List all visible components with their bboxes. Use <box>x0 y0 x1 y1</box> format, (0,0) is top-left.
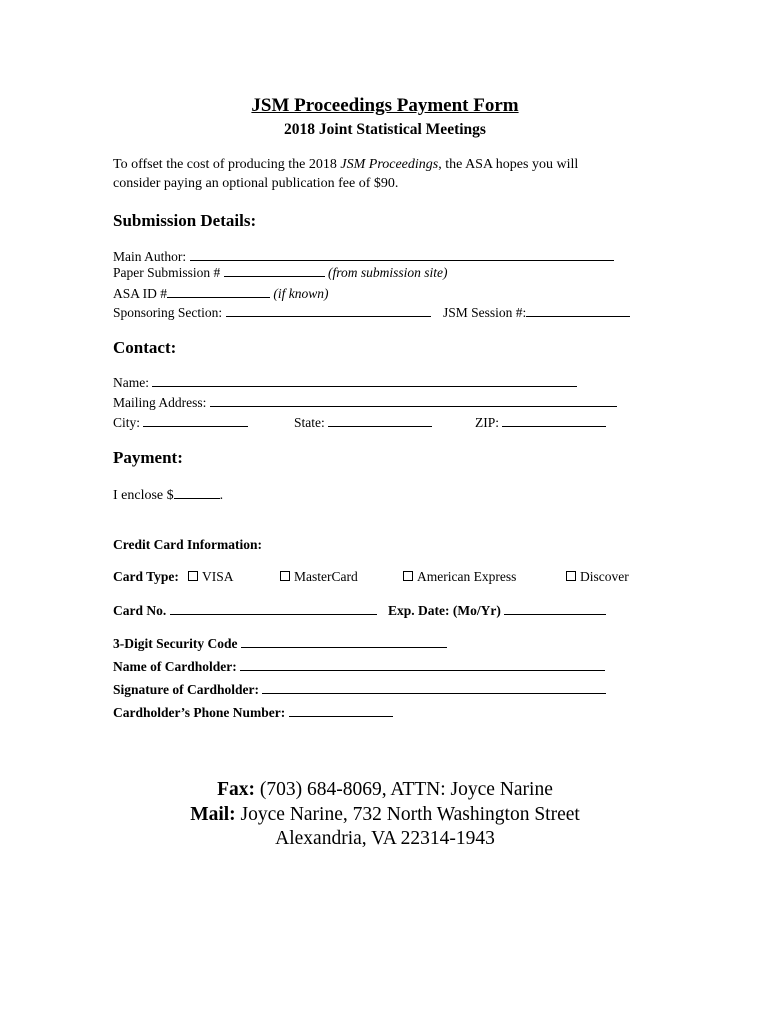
sponsoring-section-row <box>113 304 431 321</box>
intro-text: To offset the cost of producing the 2018 <box>113 157 341 172</box>
state-label: State: <box>294 415 329 430</box>
session-field[interactable] <box>526 304 630 317</box>
main-author-row <box>113 248 614 265</box>
enclose-end: . <box>219 488 224 503</box>
security-code-label: 3-Digit Security Code <box>113 636 241 651</box>
asa-id-field[interactable] <box>167 285 270 298</box>
exp-date-field[interactable] <box>504 602 606 615</box>
signature-label: Signature of Cardholder: <box>113 682 263 697</box>
city-field[interactable] <box>143 414 248 427</box>
name-row <box>113 374 577 391</box>
exp-date-row <box>388 602 606 619</box>
signature-row <box>113 681 606 698</box>
amex-checkbox[interactable] <box>403 571 413 581</box>
main-author-label: Main Author: <box>113 249 190 264</box>
security-code-field[interactable] <box>241 635 447 648</box>
card-type-amex[interactable] <box>403 569 516 585</box>
card-number-row <box>113 602 377 619</box>
sponsoring-section-label: Sponsoring Section: <box>113 305 226 320</box>
discover-checkbox[interactable] <box>566 571 576 581</box>
card-type-label: Card Type: <box>113 569 179 584</box>
main-author-field[interactable] <box>190 248 614 261</box>
session-row <box>443 304 630 321</box>
paper-submission-row <box>113 264 448 281</box>
signature-field[interactable] <box>262 681 606 694</box>
city-row <box>113 414 248 431</box>
asa-id-note: (if known) <box>273 286 329 301</box>
fax-text: (703) 684-8069, ATTN: Joyce Narine <box>255 779 553 800</box>
intro-line-1 <box>113 157 578 173</box>
enclose-amount-field[interactable] <box>174 486 220 499</box>
fax-line <box>0 779 770 801</box>
phone-field[interactable] <box>289 704 393 717</box>
zip-field[interactable] <box>502 414 606 427</box>
contact-heading: Contact: <box>113 338 177 357</box>
visa-checkbox[interactable] <box>188 571 198 581</box>
amex-label: American Express <box>417 569 517 584</box>
mail-line <box>0 804 770 826</box>
paper-submission-field[interactable] <box>224 264 325 277</box>
zip-row <box>475 414 606 431</box>
state-row <box>294 414 432 431</box>
card-type-discover[interactable] <box>566 569 629 585</box>
form-title: JSM Proceedings Payment Form <box>251 95 519 116</box>
mastercard-checkbox[interactable] <box>280 571 290 581</box>
city-label: City: <box>113 415 144 430</box>
fax-label: Fax: <box>217 779 256 800</box>
zip-label: ZIP: <box>475 415 503 430</box>
cardholder-name-field[interactable] <box>240 658 605 671</box>
enclose-row <box>113 486 223 504</box>
cardholder-name-label: Name of Cardholder: <box>113 659 241 674</box>
mailing-address-field[interactable] <box>210 394 617 407</box>
card-number-field[interactable] <box>170 602 377 615</box>
mailing-address-row <box>113 394 617 411</box>
card-type-visa[interactable] <box>188 569 234 585</box>
paper-submission-note: (from submission site) <box>328 265 448 280</box>
session-label: JSM Session #: <box>443 305 527 320</box>
card-number-label: Card No. <box>113 603 170 618</box>
mail-text: Joyce Narine, 732 North Washington Street <box>235 804 580 825</box>
card-type-mastercard[interactable] <box>280 569 358 585</box>
name-label: Name: <box>113 375 153 390</box>
discover-label: Discover <box>580 569 629 584</box>
enclose-label: I enclose $ <box>113 488 174 503</box>
paper-submission-label: Paper Submission # <box>113 265 224 280</box>
phone-label: Cardholder’s Phone Number: <box>113 705 289 720</box>
asa-id-label: ASA ID # <box>113 286 168 301</box>
payment-heading: Payment: <box>113 448 183 467</box>
asa-id-row <box>113 285 329 302</box>
submission-heading: Submission Details: <box>113 211 257 230</box>
sponsoring-section-field[interactable] <box>226 304 431 317</box>
exp-date-label: Exp. Date: (Mo/Yr) <box>388 603 505 618</box>
visa-label: VISA <box>202 569 234 584</box>
state-field[interactable] <box>328 414 432 427</box>
name-field[interactable] <box>152 374 577 387</box>
security-code-row <box>113 635 447 652</box>
city-state-line: Alexandria, VA 22314-1943 <box>275 828 495 849</box>
mastercard-label: MasterCard <box>294 569 358 584</box>
intro-text-2: , the ASA hopes you will <box>438 157 579 172</box>
mailing-address-label: Mailing Address: <box>113 395 210 410</box>
intro-italic: JSM Proceedings <box>340 157 439 172</box>
credit-card-heading: Credit Card Information: <box>113 537 262 552</box>
intro-line-2: consider paying an optional publication fee of $90. <box>113 176 399 191</box>
form-subtitle: 2018 Joint Statistical Meetings <box>284 121 486 138</box>
mail-label: Mail: <box>190 804 236 825</box>
phone-row <box>113 704 393 721</box>
cardholder-name-row <box>113 658 605 675</box>
